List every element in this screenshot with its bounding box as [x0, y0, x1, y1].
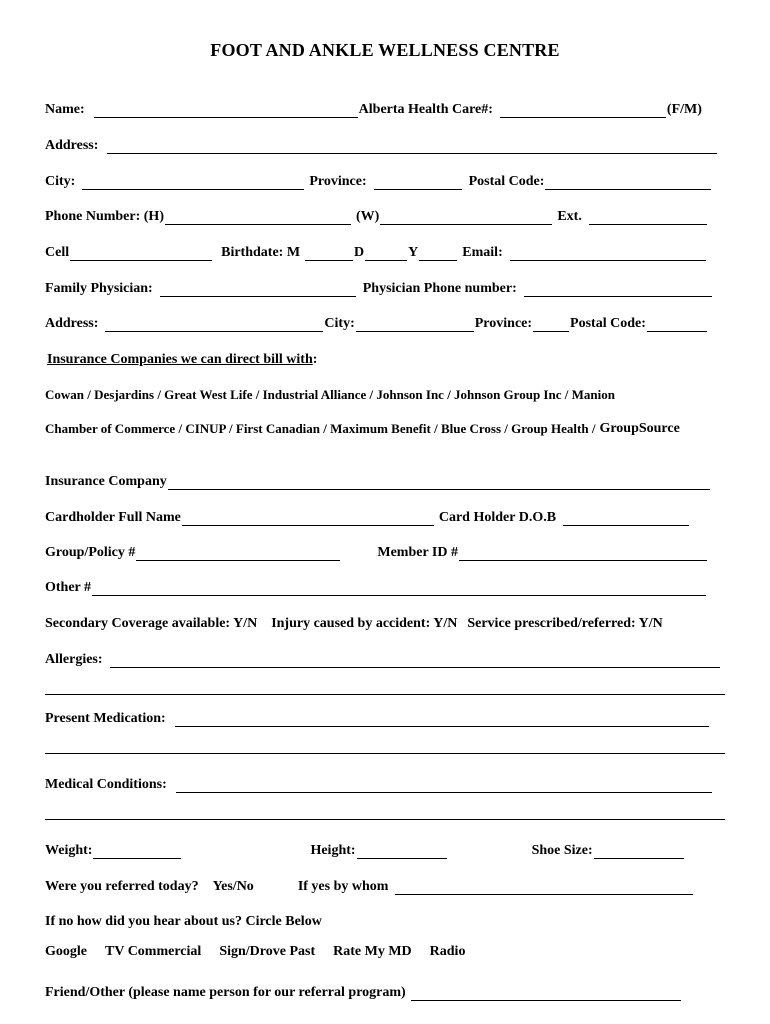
insurers-list-2-end: GroupSource — [599, 421, 680, 436]
medication-row — [45, 709, 710, 727]
allergies-extra-line[interactable] — [45, 694, 725, 695]
weight-field[interactable] — [93, 846, 181, 859]
phone-home-label: Phone Number: (H) — [45, 209, 164, 224]
email-field[interactable] — [510, 248, 706, 261]
phone-row — [45, 207, 708, 225]
insurance-heading: Insurance Companies we can direct bill with — [47, 352, 313, 367]
birthdate-day-field[interactable] — [365, 248, 407, 261]
weight-label: Weight: — [45, 843, 93, 858]
city-label: City: — [45, 174, 76, 189]
fm-label: (F/M) — [666, 102, 702, 117]
birthdate-day-label: D — [354, 245, 365, 260]
insurance-heading-row — [47, 350, 317, 368]
ext-label: Ext. — [557, 209, 582, 224]
hear-about-question: If no how did you hear about us? Circle Below — [45, 914, 322, 929]
coverage-row — [45, 614, 663, 632]
shoe-size-label: Shoe Size: — [531, 843, 593, 858]
friend-row — [45, 983, 682, 1001]
other-row — [45, 578, 707, 596]
service-prescribed-question[interactable]: Service prescribed/referred: Y/N — [467, 616, 663, 631]
cardholder-dob-field[interactable] — [563, 513, 689, 526]
accident-question[interactable]: Injury caused by accident: Y/N — [271, 616, 458, 631]
city-field[interactable] — [82, 177, 304, 190]
postal-code-label: Postal Code: — [468, 174, 545, 189]
insurers-list-1: Cowan / Desjardins / Great West Life / Industrial Alliance / Johnson Inc / Johnson Group Inc / Manion — [45, 387, 615, 402]
birthdate-label: Birthdate: M — [221, 245, 301, 260]
medical-conditions-label: Medical Conditions: — [45, 777, 167, 792]
measurements-row — [45, 841, 685, 859]
friend-other-field[interactable] — [411, 988, 681, 1001]
cardholder-dob-label: Card Holder D.O.B — [438, 510, 557, 525]
allergies-label: Allergies: — [45, 652, 103, 667]
friend-other-label: Friend/Other (please name person for our referral program) — [45, 985, 406, 1000]
cell-row — [45, 243, 707, 261]
hear-about-row — [45, 912, 322, 930]
physician-row — [45, 279, 713, 297]
family-physician-field[interactable] — [160, 284, 356, 297]
physician-province-field[interactable] — [533, 319, 569, 332]
option-tv-commercial[interactable]: TV Commercial — [105, 944, 202, 959]
phone-home-field[interactable] — [165, 212, 351, 225]
address-row — [45, 136, 718, 154]
insurers-list-2: Chamber of Commerce / CINUP / First Canadian / Maximum Benefit / Blue Cross / Group Health / — [45, 421, 596, 436]
member-id-label: Member ID # — [377, 545, 458, 560]
physician-address-row — [45, 314, 708, 332]
policy-row — [45, 543, 708, 561]
address-label: Address: — [45, 138, 99, 153]
option-rate-my-md[interactable]: Rate My MD — [333, 944, 412, 959]
physician-postal-label: Postal Code: — [570, 316, 646, 331]
insurance-company-label: Insurance Company — [45, 474, 167, 489]
group-policy-field[interactable] — [136, 548, 340, 561]
form-title: FOOT AND ANKLE WELLNESS CENTRE — [210, 40, 560, 60]
referred-question: Were you referred today? — [45, 879, 199, 894]
referred-by-field[interactable] — [395, 882, 693, 895]
option-google[interactable]: Google — [45, 944, 87, 959]
insurers-line-2 — [45, 419, 680, 437]
physician-city-label: City: — [324, 316, 355, 331]
physician-city-field[interactable] — [356, 319, 474, 332]
email-label: Email: — [462, 245, 503, 260]
phone-work-label: (W) — [356, 209, 380, 224]
physician-province-label: Province: — [474, 316, 533, 331]
alberta-health-care-label: Alberta Health Care#: — [358, 102, 493, 117]
physician-phone-field[interactable] — [524, 284, 712, 297]
physician-postal-field[interactable] — [647, 319, 707, 332]
birthdate-month-field[interactable] — [305, 248, 353, 261]
height-field[interactable] — [357, 846, 447, 859]
conditions-extra-line[interactable] — [45, 819, 725, 820]
referral-row — [45, 877, 694, 895]
physician-phone-label: Physician Phone number: — [362, 281, 517, 296]
family-physician-label: Family Physician: — [45, 281, 153, 296]
insurance-company-row — [45, 472, 711, 490]
phone-work-field[interactable] — [380, 212, 552, 225]
city-row — [45, 172, 712, 190]
option-radio[interactable]: Radio — [429, 944, 466, 959]
medical-conditions-field[interactable] — [176, 780, 712, 793]
ext-field[interactable] — [589, 212, 707, 225]
present-medication-field[interactable] — [175, 714, 709, 727]
allergies-field[interactable] — [110, 655, 720, 668]
name-label: Name: — [45, 102, 85, 117]
secondary-coverage-question[interactable]: Secondary Coverage available: Y/N — [45, 616, 258, 631]
cardholder-row — [45, 508, 690, 526]
insurance-company-field[interactable] — [168, 477, 710, 490]
province-label: Province: — [309, 174, 367, 189]
insurers-line-1 — [45, 385, 615, 403]
physician-address-field[interactable] — [105, 319, 323, 332]
referred-yes-no[interactable]: Yes/No — [212, 879, 254, 894]
alberta-health-care-field[interactable] — [500, 105, 666, 118]
conditions-row — [45, 775, 713, 793]
medication-extra-line[interactable] — [45, 753, 725, 754]
postal-code-field[interactable] — [545, 177, 711, 190]
if-yes-by-whom-label: If yes by whom — [297, 879, 389, 894]
height-label: Height: — [310, 843, 356, 858]
province-field[interactable] — [374, 177, 462, 190]
physician-address-label: Address: — [45, 316, 99, 331]
group-policy-label: Group/Policy # — [45, 545, 136, 560]
option-sign-drove-past[interactable]: Sign/Drove Past — [219, 944, 316, 959]
hear-about-options — [45, 942, 483, 960]
other-field[interactable] — [92, 583, 706, 596]
cell-field[interactable] — [70, 248, 212, 261]
name-field[interactable] — [94, 105, 358, 118]
address-field[interactable] — [107, 141, 717, 154]
name-row — [45, 100, 702, 118]
cardholder-name-field[interactable] — [182, 513, 434, 526]
other-label: Other # — [45, 580, 92, 595]
birthdate-year-field[interactable] — [419, 248, 457, 261]
member-id-field[interactable] — [459, 548, 707, 561]
cardholder-name-label: Cardholder Full Name — [45, 510, 181, 525]
cell-label: Cell — [45, 245, 70, 260]
allergies-row — [45, 650, 721, 668]
shoe-size-field[interactable] — [594, 846, 684, 859]
insurance-heading-colon: : — [312, 352, 318, 367]
birthdate-year-label: Y — [408, 245, 419, 260]
present-medication-label: Present Medication: — [45, 711, 166, 726]
